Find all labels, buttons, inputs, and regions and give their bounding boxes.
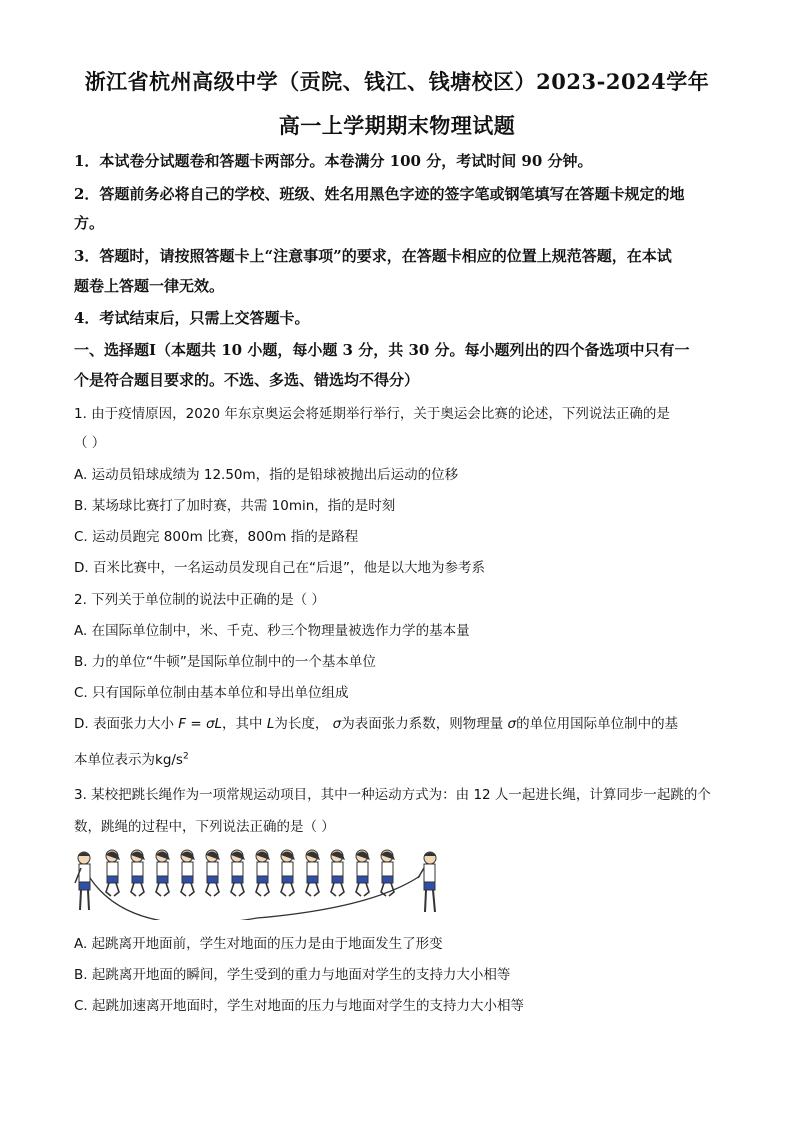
q2-option-c: C. 只有国际单位制由基本单位和导出单位组成 (74, 685, 349, 701)
q1-option-a: A. 运动员铅球成绩为 12.50m，指的是铅球被抛出后运动的位移 (74, 467, 459, 483)
exam-title-line1: 浙江省杭州高级中学（贡院、钱江、钱塘校区）2023-2024学年 (84, 69, 710, 94)
jump-rope-figure (72, 848, 444, 920)
section-heading-cont: 个是符合题目要求的。不选、多选、错选均不得分） (74, 371, 420, 389)
q3-option-a: A. 起跳离开地面前，学生对地面的压力是由于地面发生了形变 (74, 936, 443, 952)
q2-option-d-cont (74, 748, 189, 768)
q2-d-text-c: 为长度， (274, 716, 329, 732)
q2-d-text-a: D. 表面张力大小 (74, 716, 174, 732)
q3-option-c: C. 起跳加速离开地面时，学生对地面的压力与地面对学生的支持力大小相等 (74, 998, 525, 1014)
note-4: 4．考试结束后，只需上交答题卡。 (74, 309, 310, 327)
note-1: 1．本试卷分试题卷和答题卡两部分。本卷满分 100 分，考试时间 90 分钟。 (74, 152, 593, 170)
q2-option-a: A. 在国际单位制中，米、千克、秒三个物理量被选作力学的基本量 (74, 623, 470, 639)
q3-stem-cont: 数，跳绳的过程中，下列说法正确的是（ ） (74, 819, 335, 835)
rope-turner-right (418, 852, 436, 912)
q2-d2-exponent: 2 (182, 751, 189, 762)
q3-stem: 3. 某校把跳长绳作为一项常规运动项目，其中一种运动方式为：由 12 人一起进长绳，计算同步一起跳的个 (74, 787, 711, 803)
q2-d2-text: 本单位表示为 (74, 752, 155, 768)
q2-d-var-sigma-2: σ (507, 716, 517, 732)
q1-stem-cont: （ ） (74, 435, 106, 451)
note-2: 2．答题前务必将自己的学校、班级、姓名用黑色字迹的签字笔或钢笔填写在答题卡规定的地 (74, 185, 685, 203)
q2-d-var-l: L (266, 716, 275, 732)
q1-option-c: C. 运动员跑完 800m 比赛，800m 指的是路程 (74, 529, 359, 545)
section-heading: 一、选择题Ⅰ（本题共 10 小题，每小题 3 分，共 30 分。每小题列出的四个备选项中只有一 (74, 341, 690, 359)
q1-option-b: B. 某场球比赛打了加时赛，共需 10min，指的是时刻 (74, 498, 396, 514)
note-3-cont: 题卷上答题一律无效。 (74, 277, 225, 295)
q2-d-formula: F = σL (178, 716, 223, 732)
q2-option-b: B. 力的单位“牛顿”是国际单位制中的一个基本单位 (74, 654, 376, 670)
q2-d-text-e: 的单位用国际单位制中的基 (516, 716, 679, 732)
jumpers (106, 850, 395, 896)
exam-title-line2: 高一上学期期末物理试题 (278, 113, 516, 138)
note-3: 3．答题时，请按照答题卡上“注意事项”的要求，在答题卡相应的位置上规范答题，在本试 (74, 247, 672, 265)
q2-option-d (74, 712, 678, 732)
q2-stem: 2. 下列关于单位制的说法中正确的是（ ） (74, 592, 325, 608)
note-2-cont: 方。 (74, 214, 105, 232)
q2-d-text-b: ，其中 (222, 716, 263, 732)
q2-d-var-sigma: σ (332, 716, 342, 732)
q2-d2-unit: kg/s (155, 752, 183, 768)
q3-option-b: B. 起跳离开地面的瞬间，学生受到的重力与地面对学生的支持力大小相等 (74, 967, 511, 983)
q1-option-d: D. 百米比赛中，一名运动员发现自己在“后退”，他是以大地为参考系 (74, 560, 485, 576)
q1-stem: 1. 由于疫情原因，2020 年东京奥运会将延期举行举行，关于奥运会比赛的论述，下列说法正确的是 (74, 406, 670, 422)
q2-d-text-d: 为表面张力系数，则物理量 (341, 716, 504, 732)
rope-turner-left (75, 852, 90, 910)
